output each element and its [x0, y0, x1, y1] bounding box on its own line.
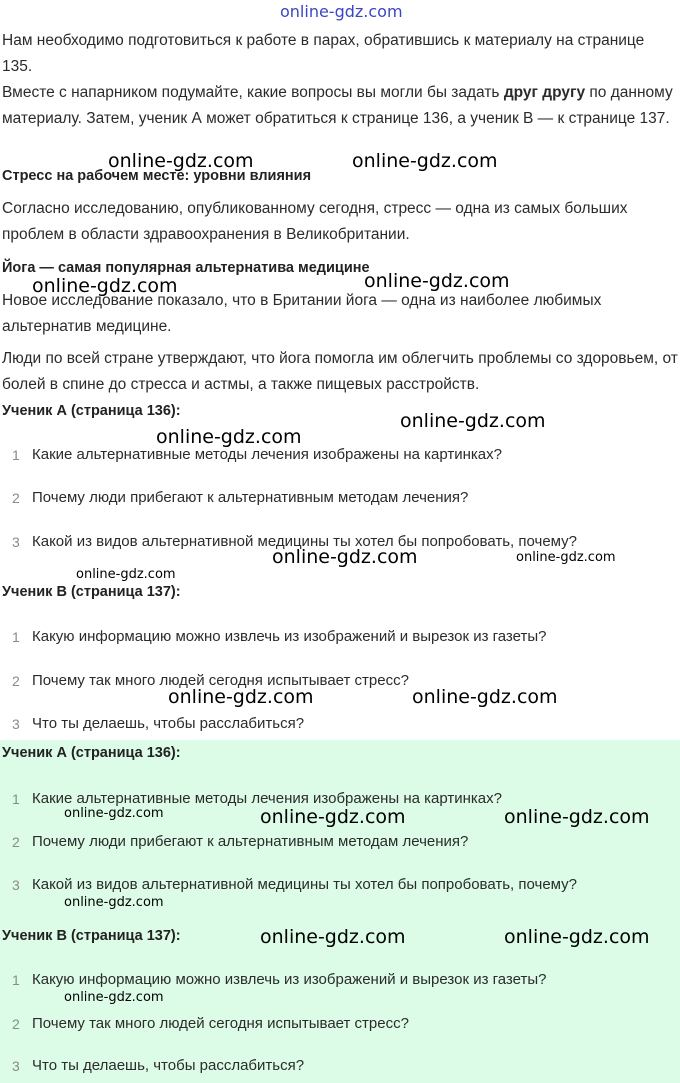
intro-bold: друг другу — [503, 84, 586, 101]
watermark: online-gdz.com — [156, 426, 302, 448]
watermark: online-gdz.com — [272, 546, 418, 568]
watermark: online-gdz.com — [400, 410, 546, 432]
intro-text-a: Вместе с напарником подумайте, какие вопросы вы могли бы задать — [2, 84, 504, 101]
student-b-heading: Ученик В (страница 137): — [2, 584, 181, 600]
student-a-item-3: Какой из видов альтернативной медицины ты хотел бы попробовать, почему? — [32, 533, 577, 550]
watermark: online-gdz.com — [364, 270, 510, 292]
article-stress-text: Согласно исследованию, опубликованному сегодня, стресс — одна из самых больших проблем в области здравоохранения в Великобритании. — [2, 200, 628, 243]
intro-paragraph-2 — [2, 80, 678, 132]
answer-b-item-1: Какую информацию можно извлечь из изображений и вырезок из газеты? — [32, 971, 547, 988]
watermark: online-gdz.com — [32, 275, 178, 297]
watermark: online-gdz.com — [76, 567, 176, 582]
article-yoga-text-1: Новое исследование показало, что в Британии йога — одна из наиболее любимых альтернатив медицине. — [2, 292, 602, 335]
student-a-item-2-num: 2 — [12, 490, 20, 506]
article-yoga-text-2: Люди по всей стране утверждают, что йога помогла им облегчить проблемы со здоровьем, от болей в спине до стресса и астмы, а также пищевых расстройств. — [2, 350, 678, 393]
student-b-item-2-num: 2 — [12, 673, 20, 689]
student-b-item-2: Почему так много людей сегодня испытывает стресс? — [32, 672, 409, 689]
answer-a-item-2: Почему люди прибегают к альтернативным методам лечения? — [32, 833, 469, 850]
answer-a-item-3-num: 3 — [12, 877, 20, 893]
student-a-item-1: Какие альтернативные методы лечения изображены на картинках? — [32, 446, 502, 463]
watermark: online-gdz.com — [64, 895, 164, 910]
student-a-item-3-num: 3 — [12, 534, 20, 550]
student-b-item-3-num: 3 — [12, 716, 20, 732]
student-a-item-2: Почему люди прибегают к альтернативным методам лечения? — [32, 489, 469, 506]
student-b-item-1-num: 1 — [12, 629, 20, 645]
answer-b-item-3: Что ты делаешь, чтобы расслабиться? — [32, 1057, 305, 1074]
answer-a-item-3: Какой из видов альтернативной медицины ты хотел бы попробовать, почему? — [32, 876, 577, 893]
watermark-top: online-gdz.com — [280, 2, 403, 21]
intro-paragraph-1: Нам необходимо подготовиться к работе в парах, обратившись к материалу на странице 135. — [2, 32, 645, 75]
watermark: online-gdz.com — [260, 806, 406, 828]
watermark: online-gdz.com — [168, 686, 314, 708]
watermark: online-gdz.com — [64, 806, 164, 821]
answer-student-b-heading: Ученик В (страница 137): — [2, 928, 181, 944]
answer-b-item-1-num: 1 — [12, 972, 20, 988]
watermark: online-gdz.com — [352, 150, 498, 172]
student-b-item-3: Что ты делаешь, чтобы расслабиться? — [32, 715, 305, 732]
watermark: online-gdz.com — [516, 550, 616, 565]
answer-student-a-heading: Ученик А (страница 136): — [2, 745, 181, 761]
answer-b-item-3-num: 3 — [12, 1058, 20, 1074]
answer-a-item-1-num: 1 — [12, 791, 20, 807]
answer-b-item-2: Почему так много людей сегодня испытывает стресс? — [32, 1015, 409, 1032]
watermark: online-gdz.com — [412, 686, 558, 708]
watermark: online-gdz.com — [108, 150, 254, 172]
student-a-item-1-num: 1 — [12, 447, 20, 463]
intro-text-b: по данному материалу. Затем, ученик А может обратиться к странице 136, а ученик В — к странице 137. — [2, 84, 673, 127]
student-a-heading: Ученик А (страница 136): — [2, 403, 181, 419]
answer-b-item-2-num: 2 — [12, 1016, 20, 1032]
watermark: online-gdz.com — [504, 926, 650, 948]
answer-a-item-2-num: 2 — [12, 834, 20, 850]
watermark: online-gdz.com — [64, 990, 164, 1005]
article-yoga-title: Йога — самая популярная альтернатива медицине — [2, 260, 370, 276]
watermark: online-gdz.com — [260, 926, 406, 948]
watermark: online-gdz.com — [504, 806, 650, 828]
student-b-item-1: Какую информацию можно извлечь из изображений и вырезок из газеты? — [32, 628, 547, 645]
article-stress-title: Стресс на рабочем месте: уровни влияния — [2, 168, 312, 184]
answer-a-item-1: Какие альтернативные методы лечения изображены на картинках? — [32, 790, 502, 807]
